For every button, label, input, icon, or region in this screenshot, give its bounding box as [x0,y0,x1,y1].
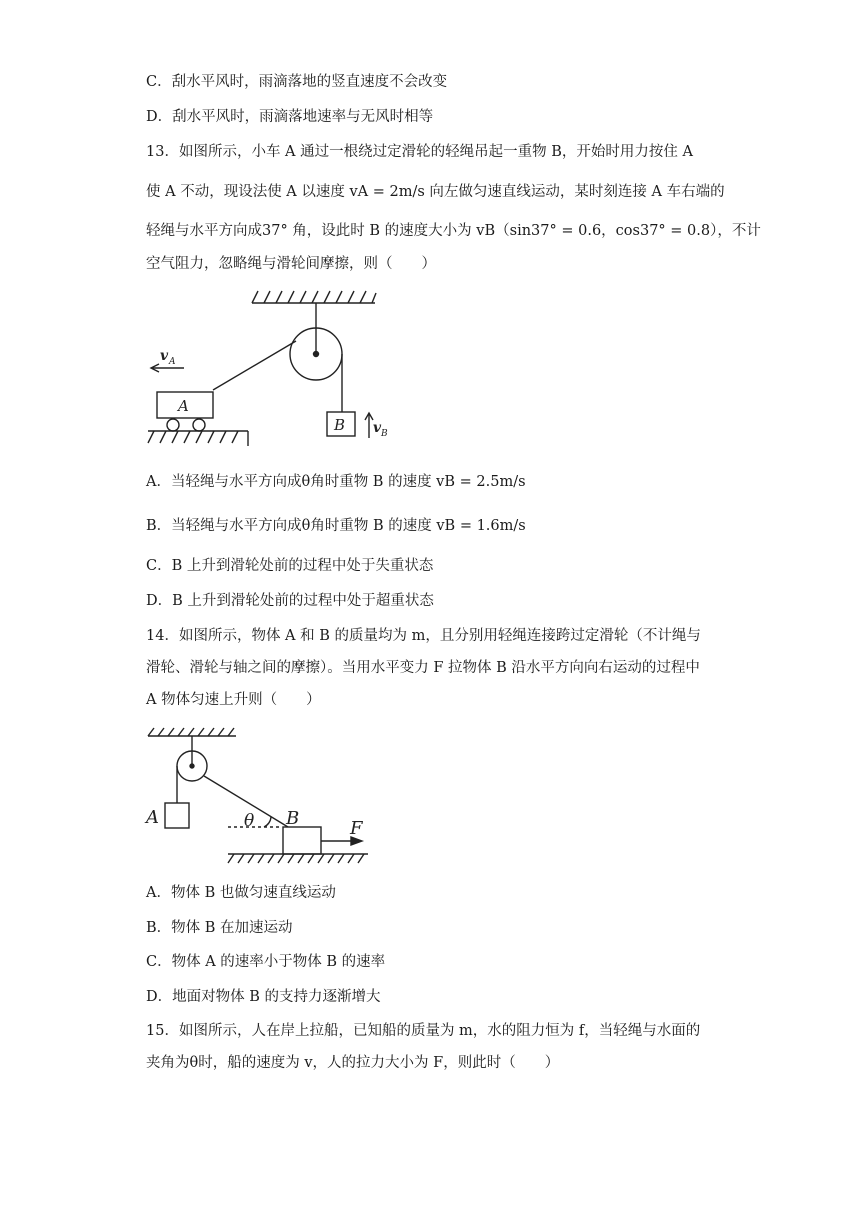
q14-stem-line-2: 滑轮、滑轮与轴之间的摩擦）。当用水平变力 F 拉物体 B 沿水平方向向右运动的过程中 [146,660,700,676]
q13-figure-va-subscript: A [169,357,176,367]
q13-figure-cart-label: A [178,397,189,415]
q14-figure-theta-label: θ [244,811,255,831]
q14-option-b: B．物体 B 在加速运动 [146,920,293,936]
q13-figure-vb-label: v [373,420,382,436]
q13-figure-vb-subscript: B [381,429,388,439]
q15-stem-line-1: 15．如图所示，人在岸上拉船，已知船的质量为 m，水的阻力恒为 f，当轻绳与水面的 [146,1023,701,1039]
q12-option-c: C．刮水平风时，雨滴落地的竖直速度不会改变 [146,74,448,90]
q14-option-d: D．地面对物体 B 的支持力逐渐增大 [146,989,381,1005]
q13-figure-va-label: v [160,348,169,364]
q14-figure-pulley-blocks [140,720,400,870]
q13-stem-line-2: 使 A 不动，现设法使 A 以速度 vA = 2m/s 向左做匀速直线运动，某时刻连接 A 车右端的 [146,184,725,200]
q13-option-a: A．当轻绳与水平方向成θ角时重物 B 的速度 vB = 2.5m/s [146,474,526,490]
q14-option-c: C．物体 A 的速率小于物体 B 的速率 [146,954,386,970]
q13-stem-line-1: 13．如图所示，小车 A 通过一根绕过定滑轮的轻绳吊起一重物 B，开始时用力按住 A [146,144,693,160]
q14-figure-f-label: F [350,818,363,839]
q14-figure-a-label: A [146,807,159,828]
q14-stem-line-1: 14．如图所示，物体 A 和 B 的质量均为 m，且分别用轻绳连接跨过定滑轮（不计绳与 [146,628,701,644]
q13-option-b: B．当轻绳与水平方向成θ角时重物 B 的速度 vB = 1.6m/s [146,518,526,534]
q12-option-d: D．刮水平风时，雨滴落地速率与无风时相等 [146,109,434,125]
q13-option-d: D．B 上升到滑轮处前的过程中处于超重状态 [146,593,434,609]
q14-stem-line-3: A 物体匀速上升则（ ） [146,692,321,708]
q13-stem-line-3: 轻绳与水平方向成37° 角，设此时 B 的速度大小为 vB（sin37° = 0.6，cos37° = 0.8），不计 [146,223,761,239]
q14-option-a: A．物体 B 也做匀速直线运动 [146,885,336,901]
q13-figure-cart-pulley [140,286,390,451]
q14-figure-b-label: B [286,808,300,829]
q13-figure-block-label: B [334,416,346,434]
q13-stem-line-4: 空气阻力，忽略绳与滑轮间摩擦，则（ ） [146,256,436,272]
q13-option-c: C．B 上升到滑轮处前的过程中处于失重状态 [146,558,434,574]
q15-stem-line-2: 夹角为θ时，船的速度为 v，人的拉力大小为 F，则此时（ ） [146,1055,560,1071]
